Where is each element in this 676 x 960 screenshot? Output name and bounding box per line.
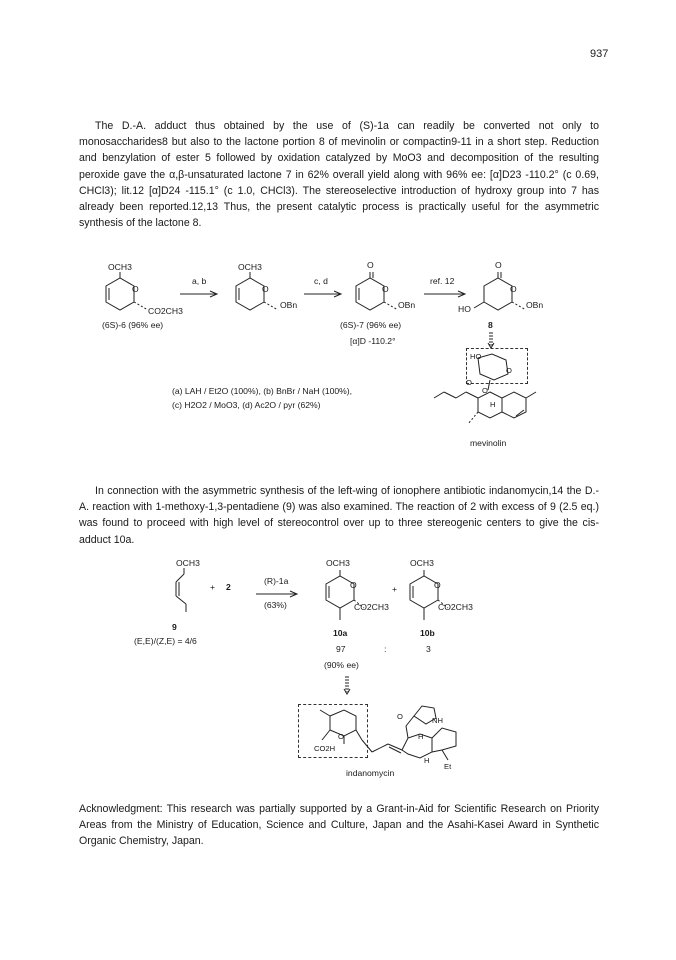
ratio-ez-label: (E,E)/(Z,E) = 4/6 <box>134 636 197 646</box>
plus-sign: + <box>210 582 216 592</box>
ring-o-label: O <box>350 580 357 590</box>
conditions-line-2: (c) H2O2 / MoO3, (d) Ac2O / pyr (62%) <box>172 400 321 410</box>
och3-label: OCH3 <box>410 558 434 568</box>
h-label: H <box>418 732 424 741</box>
co2ch3-label: CO2CH3 <box>354 602 389 612</box>
acknowledgment: Acknowledgment: This research was partially supported by a Grant-in-Aid for Scientific Research on Priority Areas from the Ministry of Education, Science and Culture, Japan and the Asahi-Kasei Award in Synthetic Organic Chemistry, Japan. <box>79 803 599 848</box>
compound-10b-label: 10b <box>420 628 435 638</box>
h-label: H <box>424 756 430 765</box>
carbonyl-o-label: O <box>367 260 374 270</box>
reaction-arrow-1 <box>180 290 220 298</box>
ring-o-label: O <box>506 366 512 375</box>
rotation-label: [α]D -110.2° <box>350 336 396 346</box>
och3-label: OCH3 <box>108 262 132 272</box>
nh-label: NH <box>432 716 443 725</box>
yield-label: (63%) <box>264 600 287 610</box>
reagent-2-label: 2 <box>226 582 231 592</box>
intermediate-structure <box>226 272 286 322</box>
ho-label: HO <box>470 352 482 361</box>
compound-10a-label: 10a <box>333 628 348 638</box>
compound-8-label: 8 <box>488 320 493 330</box>
ketone-o-label: O <box>397 712 403 721</box>
compound-10b-structure <box>400 570 460 624</box>
conditions-line-1: (a) LAH / Et2O (100%), (b) BnBr / NaH (100%), <box>172 386 353 396</box>
arrow-1-label: a, b <box>192 276 207 286</box>
ring-o-label: O <box>132 284 139 294</box>
obn-label: OBn <box>526 300 544 310</box>
ring-o-label: O <box>510 284 517 294</box>
paragraph-2: In connection with the asymmetric synthesis of the left-wing of ionophere antibiotic indanomycin,14 the D.-A. reaction with 1-methoxy-1,3-pentadiene (9) was also examined. The reaction of 2 with excess of 9 (2.5 eq.) was found to proceed with high level of stereocontrol over up to three stereogenic centers to give the cis-adduct 10a. <box>79 485 599 546</box>
ratio-separator: : <box>384 644 387 654</box>
mevinolin-label: mevinolin <box>470 438 507 448</box>
indanomycin-structure <box>296 698 486 768</box>
ratio-b-value: 3 <box>426 644 431 654</box>
co2h-label: CO2H <box>314 744 336 753</box>
et-label: Et <box>444 762 452 771</box>
och3-label: OCH3 <box>176 558 200 568</box>
compound-6-structure <box>96 272 156 322</box>
compound-7-label: (6S)-7 (96% ee) <box>340 320 402 330</box>
plus-sign: + <box>392 584 398 594</box>
reaction-arrow-3 <box>424 290 468 298</box>
obn-label: OBn <box>280 300 298 310</box>
ratio-a-value: 97 <box>336 644 346 654</box>
ester-o-label: O <box>466 378 472 387</box>
ring-o-label: O <box>338 732 344 741</box>
och3-label: OCH3 <box>238 262 262 272</box>
ring-o-label: O <box>382 284 389 294</box>
paragraph-1: The D.-A. adduct thus obtained by the use of (S)-1a can readily be converted not only to monosaccharides8 but also to the lactone portion 8 of mevinolin or compactin9-11 in a short step. Reduction and benzylation of ester 5 followed by oxidation catalyzed by MoO3 and decomposition of the resulting peroxide gave the α,β-unsaturated lactone 7 in 62% overall yield along with 96% ee: [α]D23 -110.2° (c 0.69, CHCl3); lit.12 [α]D24 -115.1° (c 1.0, CHCl3). The stereoselective introduction of hydroxy group into 7 has already been reported.12,13 Thus, the present catalytic process is practically useful for the asymmetric synthesis of the lactone 8. <box>79 120 599 230</box>
compound-9-label: 9 <box>172 622 177 632</box>
diene-9-structure <box>172 568 202 612</box>
och3-label: OCH3 <box>326 558 350 568</box>
obn-label: OBn <box>398 300 416 310</box>
retro-arrow <box>343 676 351 696</box>
indanomycin-label: indanomycin <box>346 768 395 778</box>
compound-6-label: (6S)-6 (96% ee) <box>102 320 164 330</box>
compound-7-structure <box>346 272 406 322</box>
co2ch3-label: CO2CH3 <box>438 602 473 612</box>
ester-o-label: O <box>482 386 488 395</box>
ring-o-label: O <box>434 580 441 590</box>
mevinolin-structure <box>416 350 556 430</box>
h-label: H <box>490 400 496 409</box>
arrow-2-label: c, d <box>314 276 328 286</box>
page-number: 937 <box>590 48 609 60</box>
catalyst-label: (R)-1a <box>264 576 289 586</box>
ring-o-label: O <box>262 284 269 294</box>
co2ch3-label: CO2CH3 <box>148 306 183 316</box>
carbonyl-o-label: O <box>495 260 502 270</box>
reaction-arrow-2 <box>304 290 344 298</box>
ho-label: HO <box>458 304 471 314</box>
compound-10a-structure <box>316 570 376 624</box>
compound-8-structure <box>474 272 534 322</box>
reaction-arrow <box>256 590 300 598</box>
arrow-3-label: ref. 12 <box>430 276 455 286</box>
ee-label: (90% ee) <box>324 660 359 670</box>
